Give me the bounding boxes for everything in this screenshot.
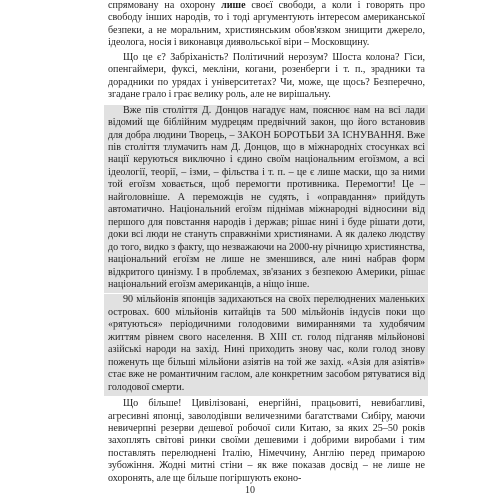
paragraph-2-text: Що це є? Забріханість? Політичний нерозум? Шоста колона? Гіси, опенгаймери, фуксі, мекліни, когани, розенберги і т. п., зрадники та дорадники по урядах і університетах? Чи, може, ще щось? Безперечно, згадане грало і грає велику роль, але не вирішальну.: [108, 51, 425, 101]
paragraph-4-highlighted: [104, 294, 428, 396]
paragraph-4-text: 90 мільйонів японців задихаються на своїх перелюднених маленьких островах. 600 мільйонів китайців та 500 мільйонів індусів поки що «рятуються» періодичними голодовими вимираннями та худобячим життям рівнем свого населення. В ХІІІ ст. голод підганяв мільйонові азійські народи на захід. Нині приходить знову час, коли голод знову поженуть ще більші мільйони азіятів на той же захід. «Азія для азіятів» стає вже не романтичним гаслом, але конкретним засобом рятуватися від голодової смерти.: [108, 294, 425, 393]
emphasis-lyshe: лише: [221, 0, 246, 11]
paragraph-3-highlighted: [104, 105, 428, 294]
body-text: [108, 0, 425, 485]
paragraph-5: [108, 398, 425, 485]
paragraph-5-text: Що більше! Цивілізовані, енергійні, працьовиті, невибагливі, агресивні японці, заволодівши величезними багатствами Сибіру, маючи невичерпні резерви дешевої робочої сили Китаю, за яких 25–50 років захоплять світові ринки своїми дешевими і добрими виробами і тим поставлять перелюднені Італію, Німеччину, Англію перед примарою зубожіння. Жодні митні стіни – як вже показав досвід – не лише не охоронять, але ще більше погіршують еконо-: [108, 398, 425, 484]
page-number: 10: [245, 485, 255, 496]
paragraph-gap: [108, 102, 425, 104]
paragraph-1: [108, 0, 425, 50]
paragraph-3-text: Вже пів століття Д. Донцов нагадує нам, пояснює нам на всі лади відомий ще біблійним мудрецям предвічний закон, що його встановив для добра людини Творець, – ЗАКОН БОРОТЬБИ ЗА ІСНУВАННЯ. Вже пів століття тлумачить нам Д. Донцов, що в міжнародніх стосунках всі нації керуються виключно і єдино своїм національним егоїзмом, а всі ідеології, теорії, – ізми, – фільства і т. п. – це є лише маски, що за ними той егоїзм ховається, щоб перемогти противника. Перемогти! Це – найголовніше. А переможців не судять, і «оправдання» прийдуть автоматично. Національний егоїзм піднімав міжнародні відносини від першого для повстання народів і держав; рішає нині і буде рішати доти, доки всі люди не стануть справжніми християнами. А як далеко людству до того, видко з факту, що незважаючи на 2000-ну річницю християнства, національний егоїзм не лише не зменшився, але нині набрав форм відкритого цинізму. І в проблемах, зв'язаних з безпекою Америки, рішає національний егоїзм американців, а ніщо інше.: [108, 104, 425, 290]
paragraph-1-text-end: своєї свободи, а коли і говорять про свободу інших народів, то і тоді аргументують інтересом американської безпеки, а не моральним, християнським обов'язком знищити джерело, ідеолога, носія і виконавця диявольської віри – Московщину.: [108, 0, 425, 49]
paragraph-1-text-start: спрямовану на охорону: [108, 0, 222, 11]
paragraph-2: [108, 52, 425, 102]
